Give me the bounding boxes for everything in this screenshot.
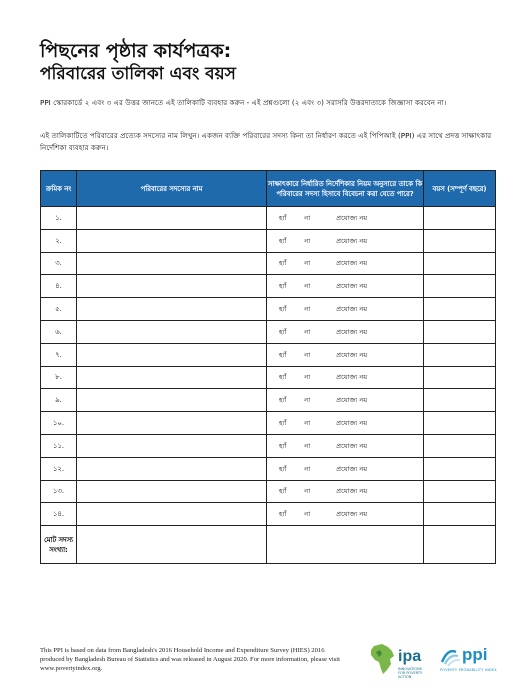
option-not-applicable[interactable]: প্রযোজ্য নয় <box>336 282 368 291</box>
age-cell[interactable] <box>424 252 496 275</box>
member-name-cell[interactable] <box>77 389 267 412</box>
age-cell[interactable] <box>424 389 496 412</box>
row-serial: ১৩. <box>41 480 77 503</box>
option-yes[interactable]: হ্যাঁ <box>279 327 287 336</box>
member-status-cell <box>267 503 424 526</box>
row-serial: ১২. <box>41 457 77 480</box>
row-serial: ১১. <box>41 434 77 457</box>
ipa-logo-text: ipa <box>398 648 422 665</box>
option-not-applicable[interactable]: প্রযোজ্য নয় <box>336 305 368 314</box>
option-no[interactable]: না <box>304 327 311 336</box>
row-serial: ৯. <box>41 389 77 412</box>
member-name-cell[interactable] <box>77 343 267 366</box>
ppi-wave-icon <box>440 644 464 668</box>
member-status-cell <box>267 480 424 503</box>
option-no[interactable]: না <box>304 396 311 405</box>
table-row <box>41 366 496 389</box>
option-not-applicable[interactable]: প্রযোজ্য নয় <box>336 350 368 359</box>
age-cell[interactable] <box>424 480 496 503</box>
option-no[interactable]: না <box>304 373 311 382</box>
option-no[interactable]: না <box>304 213 311 222</box>
option-no[interactable]: না <box>304 464 311 473</box>
member-name-cell[interactable] <box>77 275 267 298</box>
option-no[interactable]: না <box>304 282 311 291</box>
age-cell[interactable] <box>424 366 496 389</box>
option-not-applicable[interactable]: প্রযোজ্য নয় <box>336 236 368 245</box>
option-not-applicable[interactable]: প্রযোজ্য নয় <box>336 327 368 336</box>
row-serial: ১৪. <box>41 503 77 526</box>
member-name-cell[interactable] <box>77 366 267 389</box>
age-cell[interactable] <box>424 320 496 343</box>
total-label: মোট সদস্য সংখ্যা: <box>41 526 77 564</box>
table-row <box>41 343 496 366</box>
age-cell[interactable] <box>424 412 496 435</box>
member-status-cell <box>267 320 424 343</box>
table-row <box>41 320 496 343</box>
table-row <box>41 480 496 503</box>
footer-note: This PPI is based on data from Bangladesh's 2016 Household Income and Expenditure Survey (HIES) 2016 produced by Bangladesh Bureau of Statistics and was released in August 2020. For more information, please visit www.povertyindex.org. <box>40 647 340 672</box>
member-name-cell[interactable] <box>77 229 267 252</box>
table-row <box>41 434 496 457</box>
row-serial: ৭. <box>41 343 77 366</box>
option-no[interactable]: না <box>304 259 311 268</box>
table-row <box>41 252 496 275</box>
table-row <box>41 298 496 321</box>
option-yes[interactable]: হ্যাঁ <box>279 464 287 473</box>
option-not-applicable[interactable]: প্রযোজ্য নয় <box>336 419 368 428</box>
member-name-cell[interactable] <box>77 252 267 275</box>
age-cell[interactable] <box>424 229 496 252</box>
table-row <box>41 457 496 480</box>
row-serial: ৩. <box>41 252 77 275</box>
header-name: পরিবারের সদস্যের নাম <box>77 171 267 207</box>
page-subtitle: পরিবারের তালিকা এবং বয়স <box>40 64 236 84</box>
row-serial: ১. <box>41 207 77 230</box>
option-no[interactable]: না <box>304 487 311 496</box>
option-not-applicable[interactable]: প্রযোজ্য নয় <box>336 373 368 382</box>
option-not-applicable[interactable]: প্রযোজ্য নয় <box>336 259 368 268</box>
option-no[interactable]: না <box>304 441 311 450</box>
instruction-paragraph-2: এই তালিকাটিতে পরিবারের প্রত্যেক সদস্যের নাম লিখুন। একজন ব্যক্তি পরিবারের সদস্য কিনা তা নির্ধারণ করতে এই পিপিআই (PPI) এর সাথে প্রদত্ত সাক্ষাৎকার নির্দেশিকা ব্যবহার করুন। <box>40 131 492 152</box>
ppi-logo-subtext: POVERTY PROBABILITY INDEX <box>440 668 497 672</box>
row-serial: ৮. <box>41 366 77 389</box>
table-header-row <box>41 171 496 207</box>
member-name-cell[interactable] <box>77 480 267 503</box>
row-serial: ৪. <box>41 275 77 298</box>
option-yes[interactable]: হ্যাঁ <box>279 487 287 496</box>
logos <box>368 642 498 679</box>
age-cell[interactable] <box>424 457 496 480</box>
option-yes[interactable]: হ্যাঁ <box>279 350 287 359</box>
household-table <box>40 170 496 564</box>
member-name-cell[interactable] <box>77 207 267 230</box>
option-no[interactable]: না <box>304 350 311 359</box>
instruction-paragraph-1: PPI স্কোরকার্ডে ২ এবং ৩ এর উত্তর জানতে এই তালিকাটি ব্যবহার করুন - এই প্রশ্নগুলো (২ এবং ৩) সরাসরি উত্তরদাতাকে জিজ্ঞাসা করবেন না। <box>40 98 447 107</box>
africa-map-icon <box>368 642 398 676</box>
option-yes[interactable]: হ্যাঁ <box>279 396 287 405</box>
ipa-logo <box>368 642 430 679</box>
option-not-applicable[interactable]: প্রযোজ্য নয় <box>336 510 368 519</box>
age-cell[interactable] <box>424 275 496 298</box>
option-yes[interactable]: হ্যাঁ <box>279 305 287 314</box>
option-not-applicable[interactable]: প্রযোজ্য নয় <box>336 213 368 222</box>
member-status-cell <box>267 343 424 366</box>
member-status-cell <box>267 229 424 252</box>
member-status-cell <box>267 207 424 230</box>
age-cell[interactable] <box>424 503 496 526</box>
option-not-applicable[interactable]: প্রযোজ্য নয় <box>336 396 368 405</box>
member-name-cell[interactable] <box>77 434 267 457</box>
member-name-cell[interactable] <box>77 412 267 435</box>
ppi-logo-text: ppi <box>462 645 488 664</box>
header-age: বয়স (সম্পূর্ণ বছরে) <box>424 171 496 207</box>
option-not-applicable[interactable]: প্রযোজ্য নয় <box>336 487 368 496</box>
age-cell[interactable] <box>424 434 496 457</box>
option-yes[interactable]: হ্যাঁ <box>279 510 287 519</box>
age-cell[interactable] <box>424 343 496 366</box>
header-serial: ক্রমিক নং <box>41 171 77 207</box>
member-name-cell[interactable] <box>77 298 267 321</box>
member-name-cell[interactable] <box>77 503 267 526</box>
member-name-cell[interactable] <box>77 320 267 343</box>
option-no[interactable]: না <box>304 236 311 245</box>
option-yes[interactable]: হ্যাঁ <box>279 213 287 222</box>
age-cell[interactable] <box>424 298 496 321</box>
option-not-applicable[interactable]: প্রযোজ্য নয় <box>336 464 368 473</box>
option-no[interactable]: না <box>304 305 311 314</box>
option-yes[interactable]: হ্যাঁ <box>279 419 287 428</box>
table-row <box>41 275 496 298</box>
option-yes[interactable]: হ্যাঁ <box>279 259 287 268</box>
ipa-logo-subtext: INNOVATIONS FOR POVERTY ACTION <box>398 667 423 679</box>
option-no[interactable]: না <box>304 510 311 519</box>
member-status-cell <box>267 275 424 298</box>
member-status-cell <box>267 252 424 275</box>
total-row <box>41 526 496 564</box>
member-status-cell <box>267 434 424 457</box>
option-not-applicable[interactable]: প্রযোজ্য নয় <box>336 441 368 450</box>
table-row <box>41 229 496 252</box>
option-no[interactable]: না <box>304 419 311 428</box>
table-row <box>41 389 496 412</box>
total-count-cell[interactable] <box>267 526 424 564</box>
option-yes[interactable]: হ্যাঁ <box>279 373 287 382</box>
total-age-cell <box>424 526 496 564</box>
row-serial: ১০. <box>41 412 77 435</box>
table-row <box>41 412 496 435</box>
page-title: পিছনের পৃষ্ঠার কার্যপত্রক: <box>40 40 232 62</box>
member-status-cell <box>267 389 424 412</box>
table-row <box>41 503 496 526</box>
row-serial: ৬. <box>41 320 77 343</box>
member-status-cell <box>267 457 424 480</box>
table-row <box>41 207 496 230</box>
member-status-cell <box>267 298 424 321</box>
total-blank-cell <box>77 526 267 564</box>
row-serial: ৫. <box>41 298 77 321</box>
member-name-cell[interactable] <box>77 457 267 480</box>
option-yes[interactable]: হ্যাঁ <box>279 441 287 450</box>
member-status-cell <box>267 366 424 389</box>
option-yes[interactable]: হ্যাঁ <box>279 282 287 291</box>
member-status-cell <box>267 412 424 435</box>
option-yes[interactable]: হ্যাঁ <box>279 236 287 245</box>
age-cell[interactable] <box>424 207 496 230</box>
header-member: সাক্ষাৎকারে নির্ধারিত নির্দেশিকার নিয়ম অনুসারে তাকে কি পরিবারের সদস্য হিসাবে বিবেচনা করা যেতে পারে? <box>267 171 424 207</box>
row-serial: ২. <box>41 229 77 252</box>
ppi-logo <box>440 642 500 676</box>
